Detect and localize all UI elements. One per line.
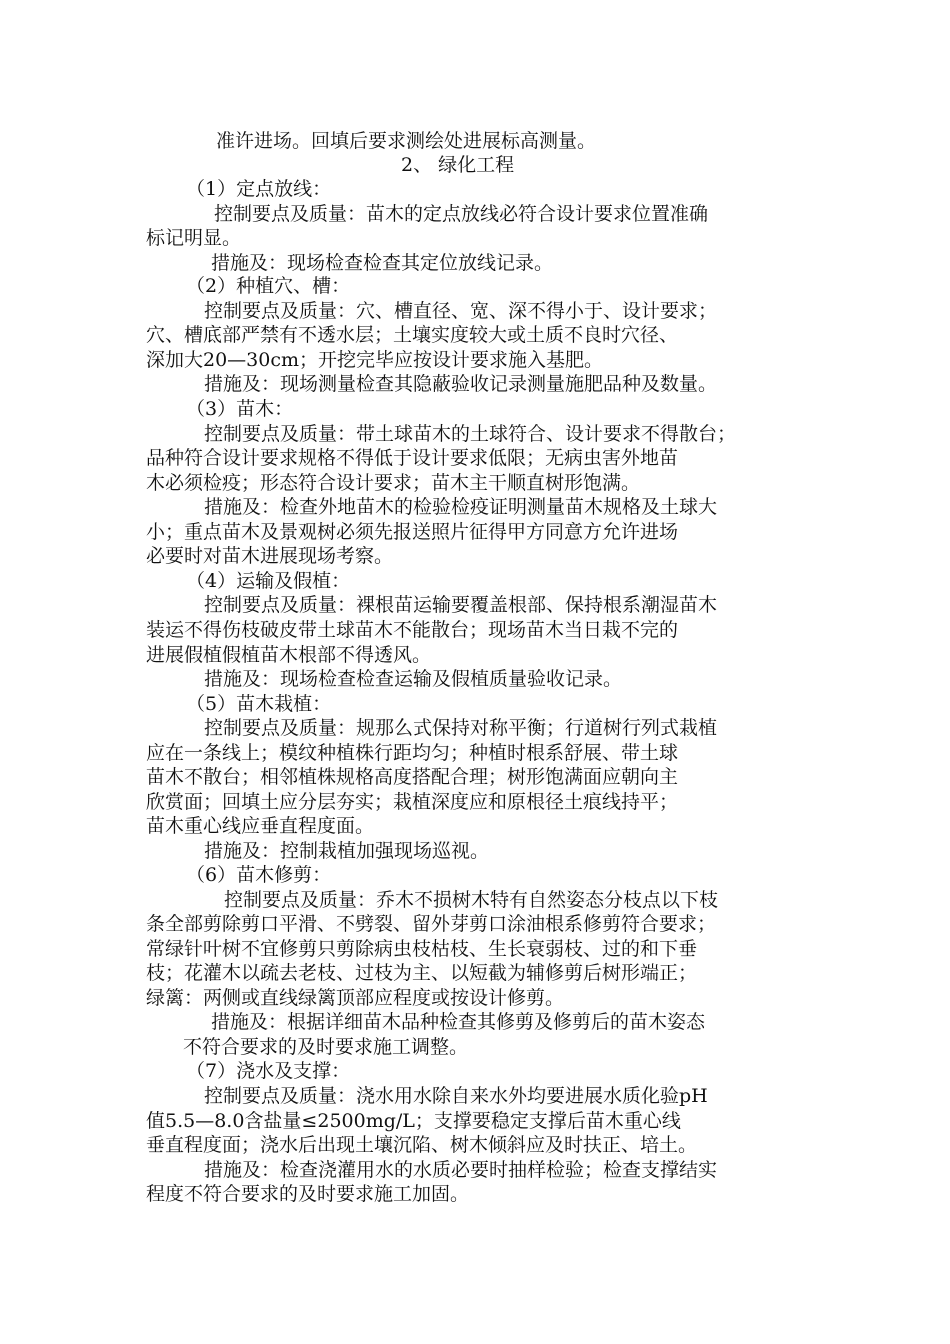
text-line: 措施及：现场检查检查其定位放线记录。 bbox=[211, 252, 554, 274]
text-line: 条全部剪除剪口平滑、不劈裂、留外芽剪口涂油根系修剪符合要求； bbox=[146, 913, 717, 935]
text-line: 装运不得伤枝破皮带土球苗木不能散台；现场苗木当日栽不完的 bbox=[146, 619, 679, 641]
subsection-heading: （3）苗木： bbox=[186, 398, 294, 420]
subsection-heading: （6）苗木修剪： bbox=[186, 864, 332, 886]
text-line: 标记明显。 bbox=[146, 227, 242, 249]
text-line: 欣赏面；回填土应分层夯实；栽植深度应和原根径土痕线持平； bbox=[146, 791, 679, 813]
text-line: 苗木不散台；相邻植株规格高度搭配合理；树形饱满面应朝向主 bbox=[146, 766, 679, 788]
text-line: 程度不符合要求的及时要求施工加固。 bbox=[146, 1183, 470, 1205]
subsection-heading: （7）浇水及支撑： bbox=[186, 1060, 351, 1082]
section-heading: 2、 绿化工程 bbox=[401, 154, 515, 176]
text-line: 枝；花灌木以疏去老枝、过枝为主、以短截为辅修剪后树形端正； bbox=[146, 962, 698, 984]
text-line: 控制要点及质量：穴、槽直径、宽、深不得小于、设计要求； bbox=[204, 300, 718, 322]
text-line: 措施及：现场测量检查其隐蔽验收记录测量施肥品种及数量。 bbox=[204, 373, 718, 395]
text-line: 应在一条线上；模纹种植株行距均匀；种植时根系舒展、带土球 bbox=[146, 742, 679, 764]
text-line: 控制要点及质量：裸根苗运输要覆盖根部、保持根系潮湿苗木 bbox=[204, 594, 718, 616]
text-line: 控制要点及质量：浇水用水除自来水外均要进展水质化验pH bbox=[204, 1085, 708, 1107]
text-line: 品种符合设计要求规格不得低于设计要求低限；无病虫害外地苗 bbox=[146, 447, 679, 469]
text-line: 控制要点及质量：规那么式保持对称平衡；行道树行列式栽植 bbox=[204, 717, 718, 739]
text-line: 措施及：检查外地苗木的检验检疫证明测量苗木规格及土球大 bbox=[204, 496, 718, 518]
text-line: 必要时对苗木进展现场考察。 bbox=[146, 545, 394, 567]
text-line: 措施及：控制栽植加强现场巡视。 bbox=[204, 840, 490, 862]
text-line: 不符合要求的及时要求施工调整。 bbox=[183, 1036, 469, 1058]
text-line: 控制要点及质量：乔木不损树木特有自然姿态分枝点以下枝 bbox=[224, 889, 719, 911]
text-line: 进展假植假植苗木根部不得透风。 bbox=[146, 644, 432, 666]
text-line: 深加大20—30cm；开挖完毕应按设计要求施入基肥。 bbox=[146, 349, 604, 371]
text-line: 值5.5—8.0含盐量≤2500mg/L；支撑要稳定支撑后苗木重心线 bbox=[146, 1110, 681, 1132]
text-line: 控制要点及质量：带土球苗木的土球符合、设计要求不得散台； bbox=[204, 423, 737, 445]
subsection-heading: （2）种植穴、槽： bbox=[186, 275, 351, 297]
text-line: 措施及：检查浇灌用水的水质必要时抽样检验；检查支撑结实 bbox=[204, 1159, 718, 1181]
text-line: 控制要点及质量：苗木的定点放线必符合设计要求位置准确 bbox=[214, 203, 709, 225]
text-line: 绿篱：两侧或直线绿篱顶部应程度或按设计修剪。 bbox=[146, 987, 565, 1009]
text-line: 苗木重心线应垂直程度面。 bbox=[146, 815, 375, 837]
text-line: 措施及：根据详细苗木品种检查其修剪及修剪后的苗木姿态 bbox=[211, 1011, 706, 1033]
text-line: 措施及：现场检查检查运输及假植质量验收记录。 bbox=[204, 668, 623, 690]
text-line: 木必须检疫；形态符合设计要求；苗木主干顺直树形饱满。 bbox=[146, 472, 641, 494]
text-line: 垂直程度面；浇水后出现土壤沉陷、树木倾斜应及时扶正、培土。 bbox=[146, 1134, 698, 1156]
text-line: 常绿针叶树不宜修剪只剪除病虫枝枯枝、生长衰弱枝、过的和下垂 bbox=[146, 938, 698, 960]
text-line: 穴、槽底部严禁有不透水层；土壤实度较大或土质不良时穴径、 bbox=[146, 324, 679, 346]
subsection-heading: （5）苗木栽植： bbox=[186, 693, 332, 715]
text-line: 准许进场。回填后要求测绘处进展标高测量。 bbox=[216, 130, 597, 152]
subsection-heading: （1）定点放线： bbox=[186, 178, 332, 200]
text-line: 小；重点苗木及景观树必须先报送照片征得甲方同意方允许进场 bbox=[146, 521, 679, 543]
subsection-heading: （4）运输及假植： bbox=[186, 570, 351, 592]
